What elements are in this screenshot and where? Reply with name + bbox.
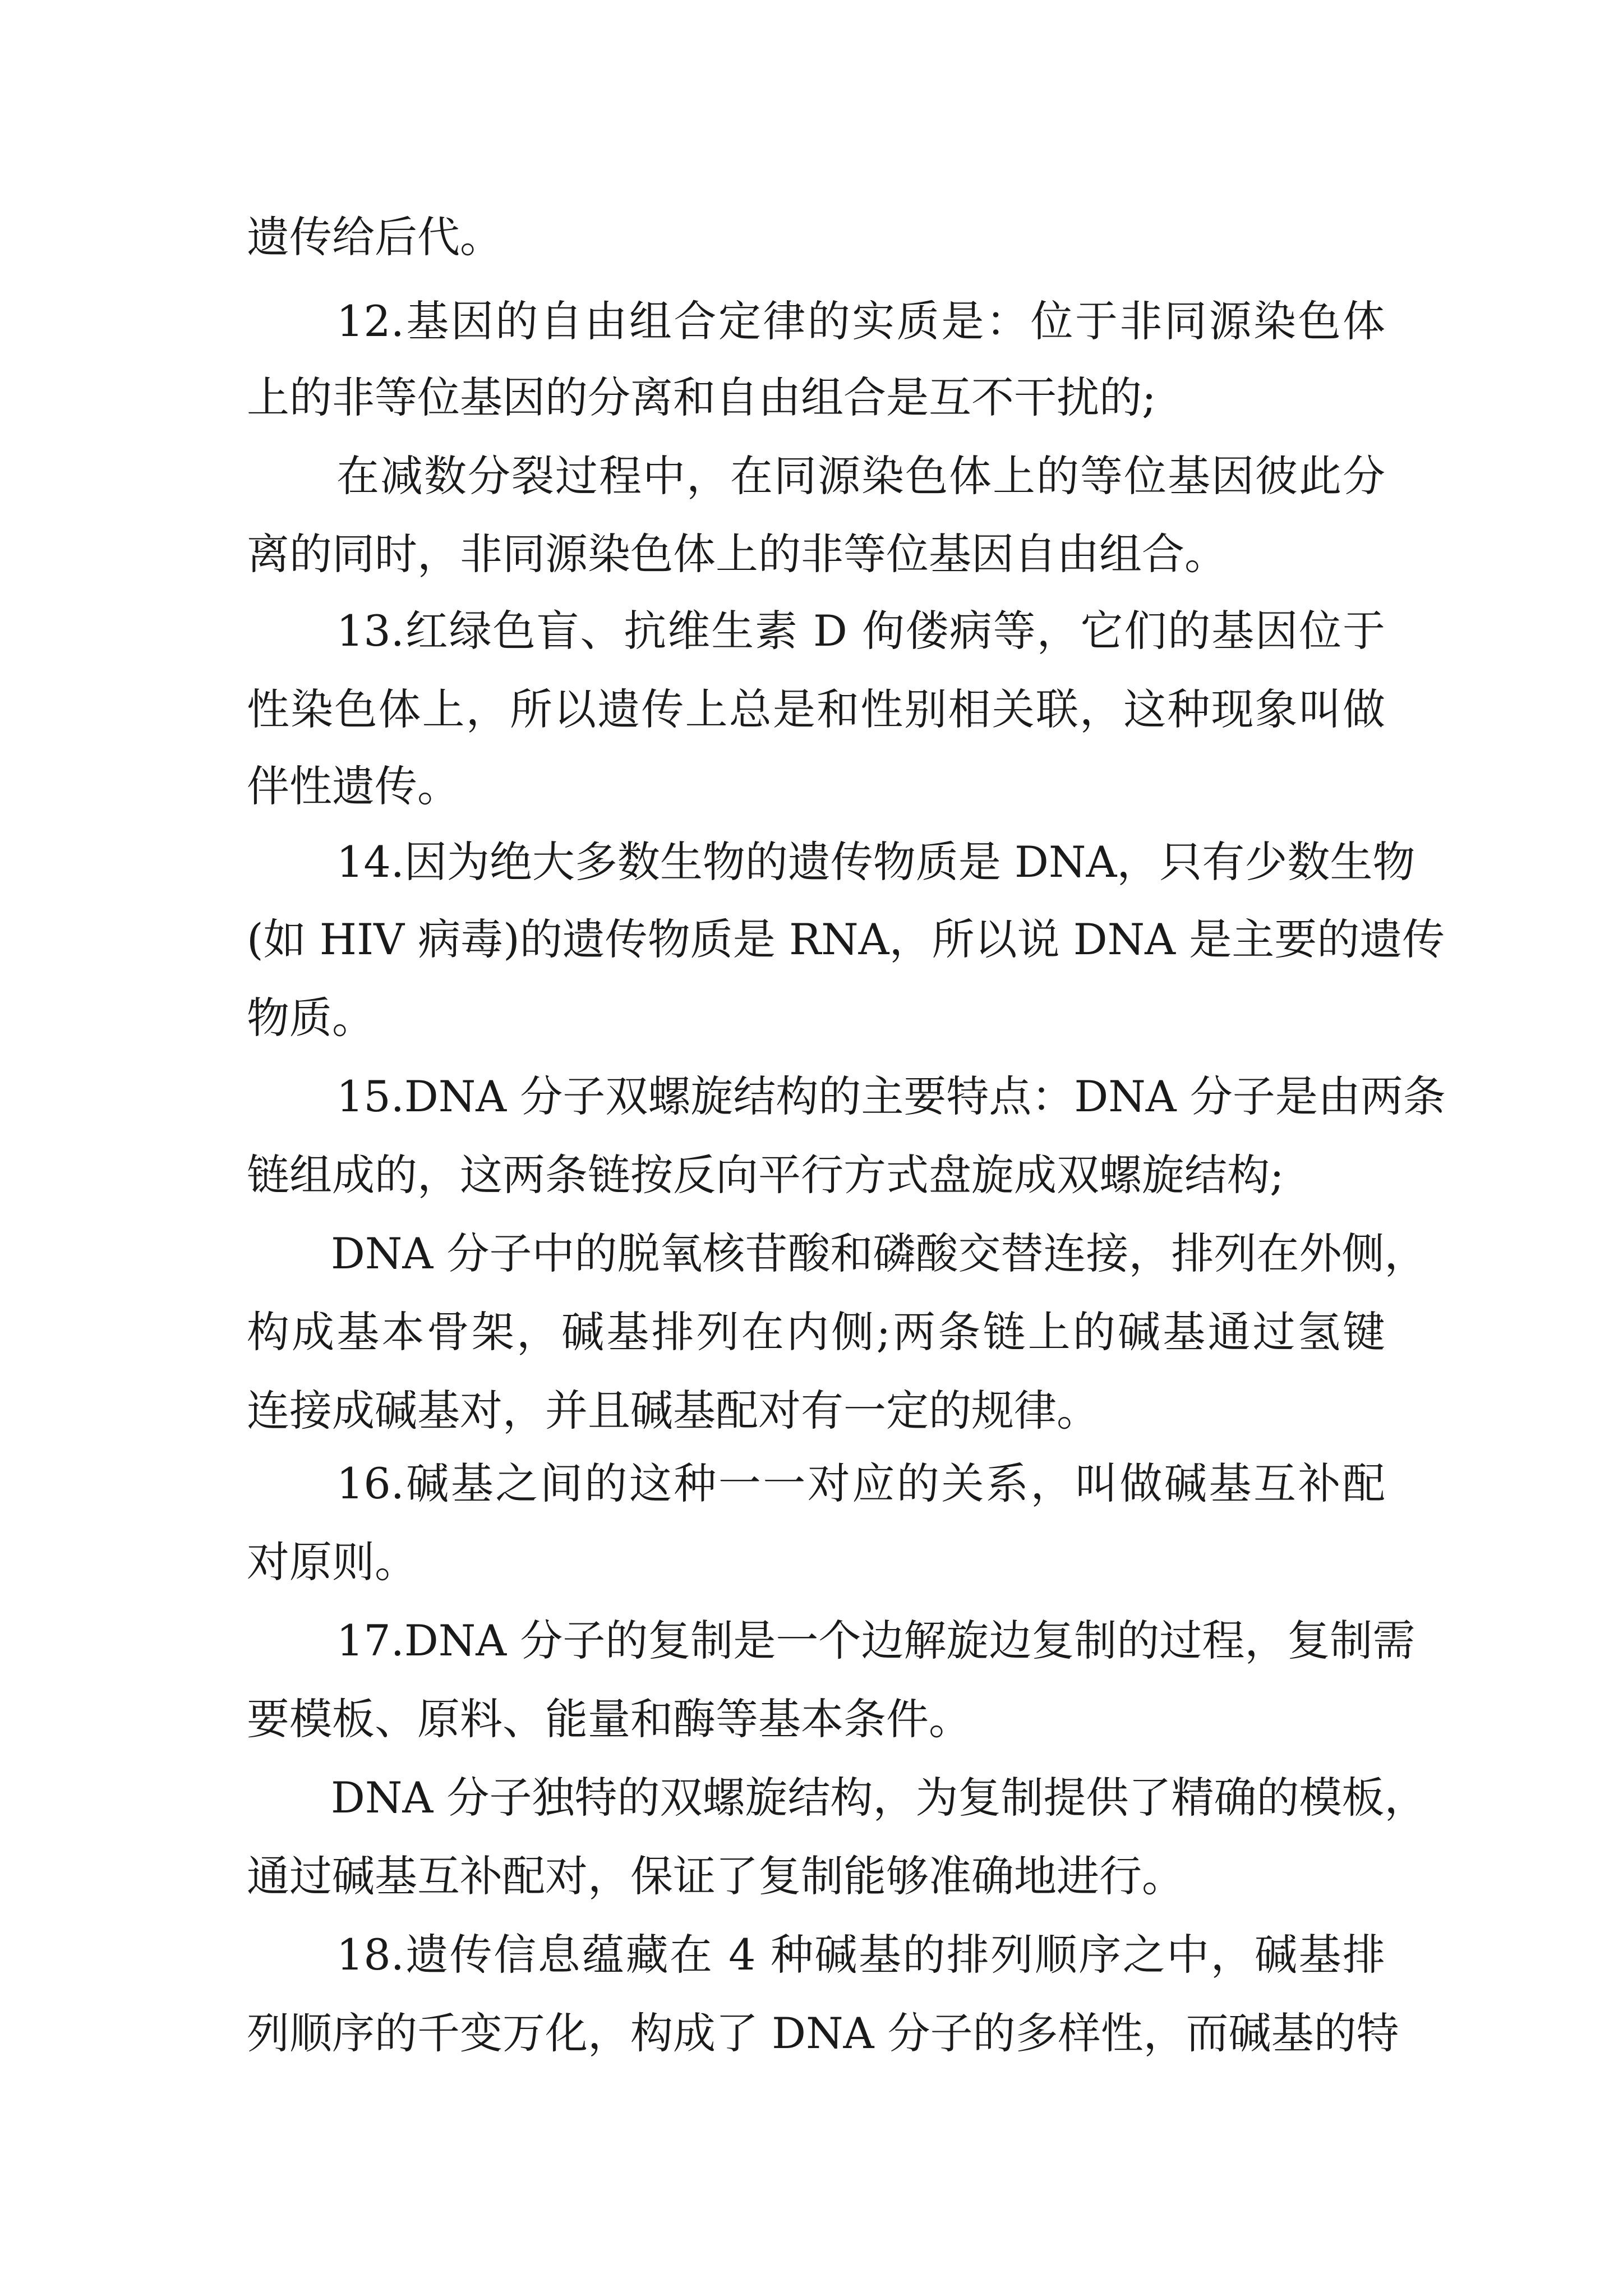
text-line-9: 14.因为绝大多数生物的遗传物质是 DNA，只有少数生物: [336, 837, 1415, 887]
text-line-6: 13.红绿色盲、抗维生素 D 佝偻病等，它们的基因位于: [336, 606, 1385, 656]
text-line-22: 通过碱基互补配对，保证了复制能够准确地进行。: [247, 1851, 1184, 1901]
text-line-5: 离的同时，非同源染色体上的非等位基因自由组合。: [247, 529, 1227, 579]
text-line-3: 上的非等位基因的分离和自由组合是互不干扰的;: [247, 372, 1156, 422]
text-line-15: 构成基本骨架，碱基排列在内侧;两条链上的碱基通过氢键: [247, 1307, 1385, 1357]
text-line-2: 12.基因的自由组合定律的实质是：位于非同源染色体: [336, 296, 1385, 346]
text-line-7: 性染色体上，所以遗传上总是和性别相关联，这种现象叫做: [247, 684, 1385, 734]
text-line-20: 要模板、原料、能量和酶等基本条件。: [247, 1694, 971, 1744]
text-line-12: 15.DNA 分子双螺旋结构的主要特点：DNA 分子是由两条: [336, 1071, 1446, 1121]
text-line-4: 在减数分裂过程中，在同源染色体上的等位基因彼此分: [336, 451, 1385, 501]
text-line-17: 16.碱基之间的这种一一对应的关系，叫做碱基互补配: [336, 1458, 1385, 1508]
text-line-24: 列顺序的千变万化，构成了 DNA 分子的多样性，而碱基的特: [247, 2008, 1399, 2058]
text-line-8: 伴性遗传。: [247, 761, 460, 811]
text-line-11: 物质。: [247, 993, 375, 1043]
text-line-13: 链组成的，这两条链按反向平行方式盘旋成双螺旋结构;: [247, 1150, 1284, 1200]
text-line-1: 遗传给后代。: [247, 212, 502, 262]
text-line-23: 18.遗传信息蕴藏在 4 种碱基的排列顺序之中，碱基排: [336, 1930, 1385, 1980]
text-line-10: (如 HIV 病毒)的遗传物质是 RNA，所以说 DNA 是主要的遗传: [247, 914, 1445, 964]
text-line-16: 连接成碱基对，并且碱基配对有一定的规律。: [247, 1386, 1099, 1435]
text-line-21: DNA 分子独特的双螺旋结构，为复制提供了精确的模板，: [331, 1773, 1427, 1823]
text-line-19: 17.DNA 分子的复制是一个边解旋边复制的过程，复制需: [336, 1616, 1415, 1665]
text-line-14: DNA 分子中的脱氧核苷酸和磷酸交替连接，排列在外侧，: [331, 1228, 1427, 1278]
text-line-18: 对原则。: [247, 1537, 417, 1587]
